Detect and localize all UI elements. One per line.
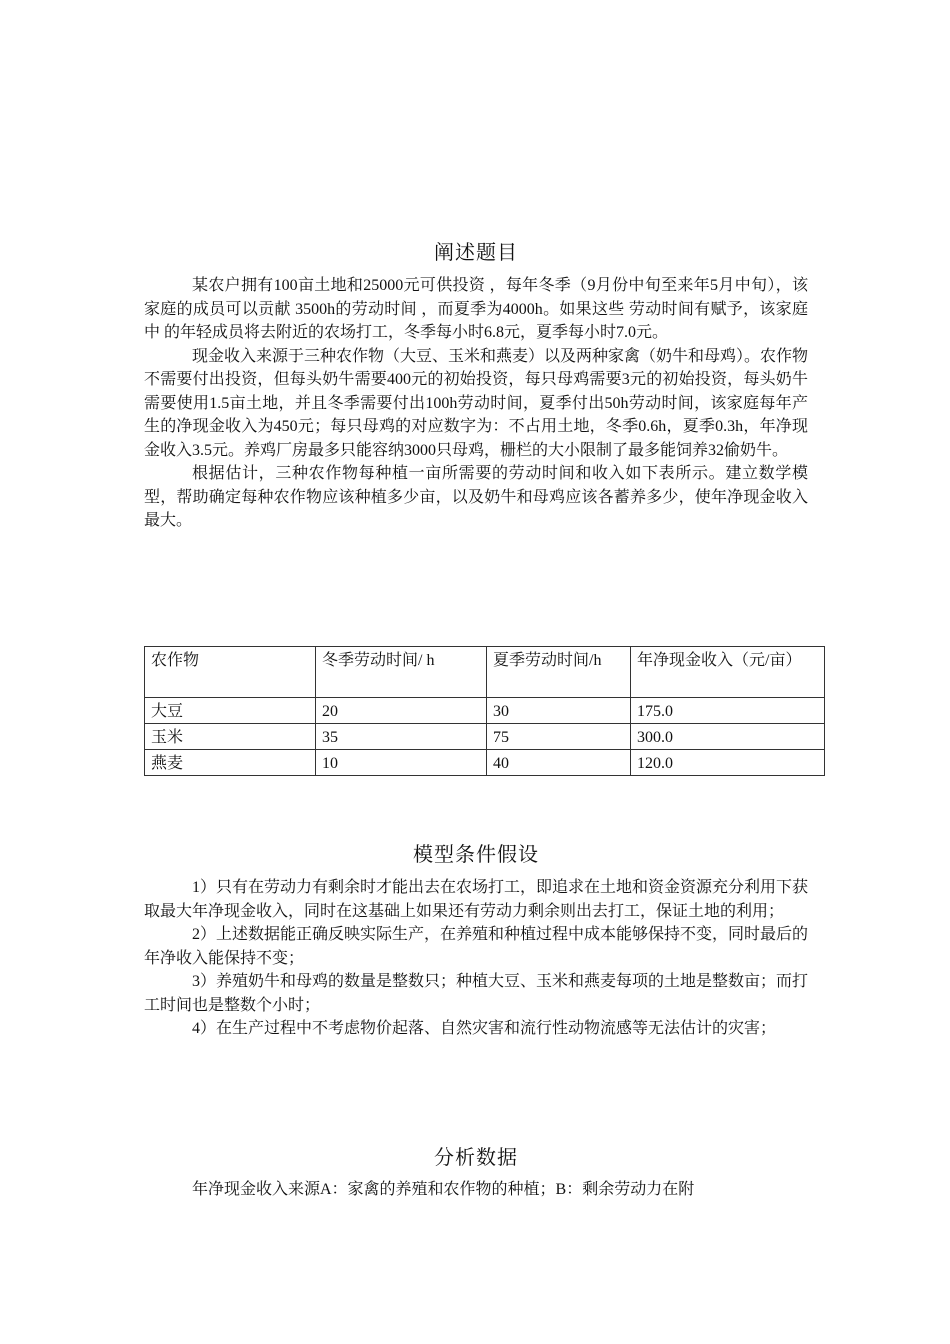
section-title-intro: 阐述题目 (434, 240, 518, 264)
table-cell: 40 (487, 750, 631, 776)
table-cell: 35 (316, 724, 487, 750)
table-cell: 10 (316, 750, 487, 776)
section-title-assumptions: 模型条件假设 (413, 842, 539, 866)
intro-paragraph-3: 根据估计，三种农作物每种植一亩所需要的劳动时间和收入如下表所示。建立数学模型，帮助确定每种农作物应该种植多少亩，以及奶牛和母鸡应该各蓄养多少，使年净现金收入最大。 (144, 465, 808, 529)
assumption-item: 2）上述数据能正确反映实际生产，在养殖和种植过程中成本能够保持不变，同时最后的年净收入能保持不变； (144, 926, 809, 967)
intro-body (144, 274, 808, 533)
intro-paragraph-1: 某农户拥有100亩土地和25000元可供投资 ，每年冬季（9月份中旬至来年5月中旬），该家庭的成员可以贡献 3500h的劳动时间 ，而夏季为4000h。如果这些 劳动时间有赋予，该家庭中 的年轻成员将去附近的农场打工，冬季每小时6.8元，夏季每小时7.0元。 (144, 277, 808, 341)
assumptions-body (144, 876, 808, 1041)
crop-table (144, 646, 825, 776)
table-header-cell: 年净现金收入（元/亩） (631, 647, 825, 698)
analysis-paragraph: 年净现金收入来源A：家禽的养殖和农作物的种植；B：剩余劳动力在附 (192, 1181, 695, 1198)
table-cell: 玉米 (145, 724, 316, 750)
table-cell: 燕麦 (145, 750, 316, 776)
table-cell: 175.0 (631, 698, 825, 724)
table-cell: 大豆 (145, 698, 316, 724)
table-row (145, 750, 825, 776)
table-header-cell: 冬季劳动时间/ h (316, 647, 487, 698)
table-row (145, 698, 825, 724)
table-header-cell: 农作物 (145, 647, 316, 698)
section-title-analysis: 分析数据 (434, 1145, 518, 1169)
table-row (145, 724, 825, 750)
table-cell: 300.0 (631, 724, 825, 750)
table-cell: 30 (487, 698, 631, 724)
table-header-cell: 夏季劳动时间/h (487, 647, 631, 698)
assumption-item: 4）在生产过程中不考虑物价起落、自然灾害和流行性动物流感等无法估计的灾害； (192, 1020, 777, 1037)
assumption-item: 3）养殖奶牛和母鸡的数量是整数只；种植大豆、玉米和燕麦每项的土地是整数亩；而打工时间也是整数个小时； (144, 973, 809, 1014)
table-cell: 120.0 (631, 750, 825, 776)
table-cell: 75 (487, 724, 631, 750)
table-header-row (145, 647, 825, 698)
intro-paragraph-2: 现金收入来源于三种农作物（大豆、玉米和燕麦）以及两种家禽（奶牛和母鸡）。农作物不需要付出投资，但每头奶牛需要400元的初始投资，每只母鸡需要3元的初始投资，每头奶牛需要使用1.5亩土地，并且冬季需要付出100h劳动时间，夏季付出50h劳动时间，该家庭每年产生的净现金收入为450元；每只母鸡的对应数字为：不占用土地，冬季0.6h，夏季0.3h，年净现金收入3.5元。养鸡厂房最多只能容纳3000只母鸡，栅栏的大小限制了最多能饲养32偷奶牛。 (144, 347, 809, 459)
assumption-item: 1）只有在劳动力有剩余时才能出去在农场打工，即追求在土地和资金资源充分利用下获取最大年净现金收入，同时在这基础上如果还有劳动力剩余则出去打工，保证土地的利用； (144, 879, 809, 920)
analysis-body (144, 1178, 808, 1202)
table-cell: 20 (316, 698, 487, 724)
